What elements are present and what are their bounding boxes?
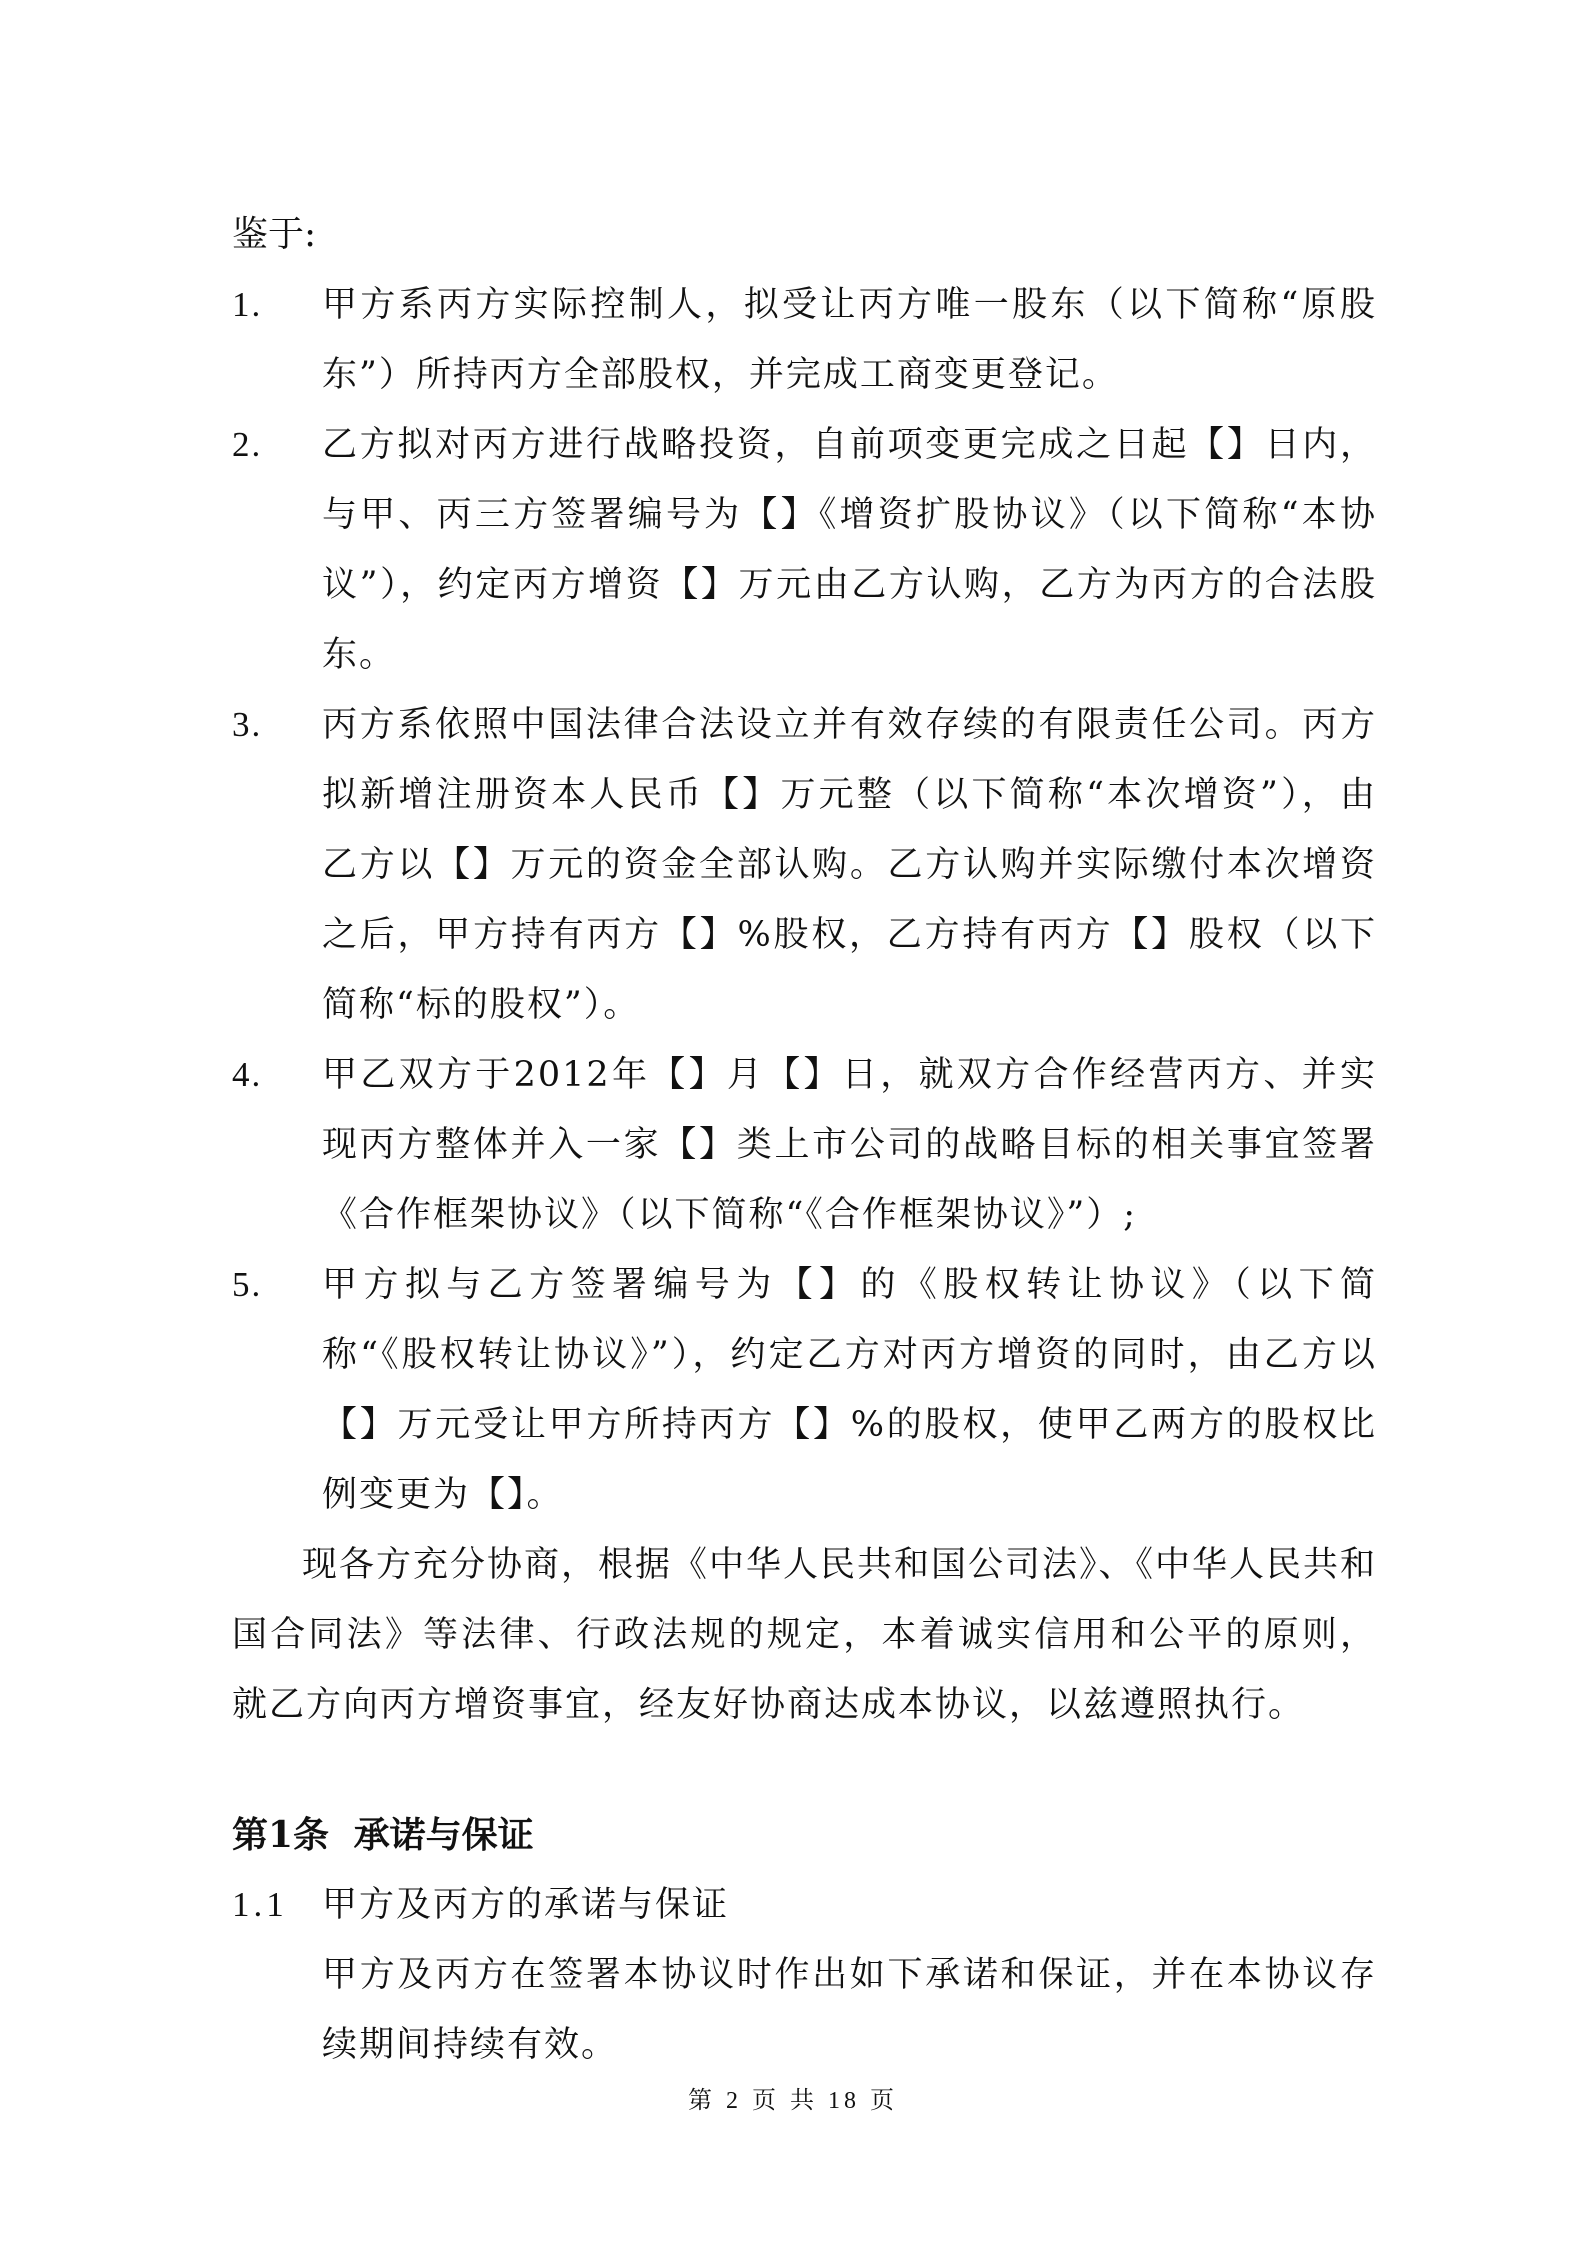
subsection-body: 甲方及丙方在签署本协议时作出如下承诺和保证，并在本协议存续期间持续有效。 [322,1955,1377,2065]
recital-text: 丙方系依照中国法律合法设立并有效存续的有限责任公司。丙方拟新增注册资本人民币【】万元整（以下简称“本次增资”），由乙方以【】万元的资金全部认购。乙方认购并实际缴付本次增资之后，甲方持有丙方【】%股权，乙方持有丙方【】股权（以下简称“标的股权”）。 [322,705,1377,1025]
recital-number: 5. [232,1265,263,1304]
recital-item-5 [232,1250,1377,1530]
subsection-title: 甲方及丙方的承诺与保证 [322,1885,730,1925]
recital-item-4 [232,1040,1377,1250]
recital-item-1 [232,270,1377,410]
recital-item-2 [232,410,1377,690]
subsection-heading [232,1870,1377,1940]
section-number: 第1条 [232,1814,330,1856]
recital-text: 甲方拟与乙方签署编号为【】的《股权转让协议》（以下简称“《股权转让协议》”），约定乙方对丙方增资的同时，由乙方以【】万元受让甲方所持丙方【】%的股权，使甲乙两方的股权比例变更为【】。 [322,1265,1377,1515]
recital-number: 2. [232,425,263,464]
section-heading [232,1800,1377,1870]
recital-item-3 [232,690,1377,1040]
recital-number: 1. [232,285,263,324]
whereas-heading: 鉴于: [232,214,317,255]
recital-text: 乙方拟对丙方进行战略投资，自前项变更完成之日起【】日内，与甲、丙三方签署编号为【】《增资扩股协议》（以下简称“本协议”），约定丙方增资【】万元由乙方认购，乙方为丙方的合法股东。 [322,425,1377,675]
closing-paragraph: 现各方充分协商，根据《中华人民共和国公司法》、《中华人民共和国合同法》等法律、行政法规的规定，本着诚实信用和公平的原则，就乙方向丙方增资事宜，经友好协商达成本协议，以兹遵照执行。 [232,1545,1378,1725]
page-footer: 第 2 页 共 18 页 [688,2088,898,2114]
subsection-number: 1.1 [232,1885,288,1924]
recital-number: 4. [232,1055,263,1094]
section-title: 承诺与保证 [353,1814,534,1856]
recital-text: 甲乙双方于2012年【】月【】日，就双方合作经营丙方、并实现丙方整体并入一家【】类上市公司的战略目标的相关事宜签署《合作框架协议》（以下简称“《合作框架协议》”）; [322,1055,1377,1235]
recital-text: 甲方系丙方实际控制人，拟受让丙方唯一股东（以下简称“原股东”）所持丙方全部股权，并完成工商变更登记。 [322,285,1377,395]
document-content [232,200,1377,2080]
recital-number: 3. [232,705,263,744]
